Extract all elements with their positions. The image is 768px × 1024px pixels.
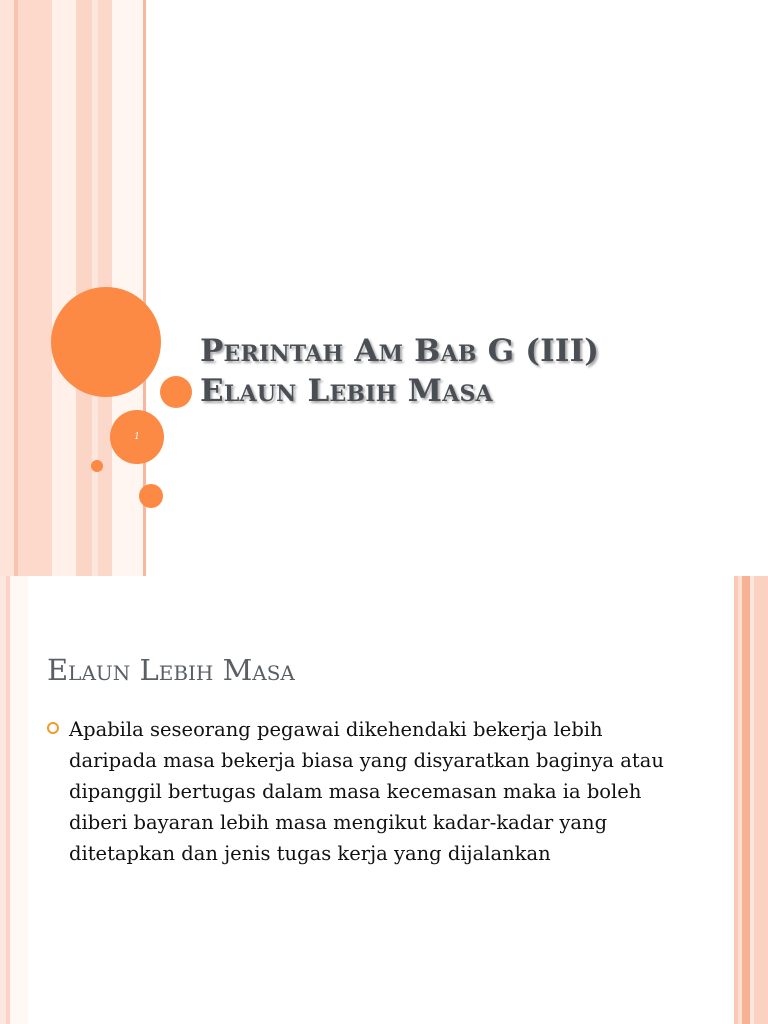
decorative-stripe	[76, 0, 92, 576]
decorative-stripe	[52, 0, 76, 576]
decorative-circle-small	[139, 484, 163, 508]
content-slide-title: Elaun Lebih Masa	[47, 653, 295, 687]
decorative-stripe	[0, 0, 14, 576]
decorative-stripe	[10, 576, 28, 1024]
decorative-stripe	[18, 0, 52, 576]
decorative-circle-medium	[160, 376, 192, 408]
slide-title	[200, 331, 740, 411]
slide-title-line2: Elaun Lebih Masa	[200, 373, 493, 409]
slide-number: 1	[134, 432, 140, 442]
bullet-list-item	[47, 714, 687, 869]
hollow-circle-bullet-icon	[47, 722, 59, 734]
decorative-stripe	[742, 576, 750, 1024]
slide-title-line1: Perintah Am Bab G (III)	[200, 333, 600, 369]
slide-number-circle	[110, 410, 164, 464]
bullet-text: Apabila seseorang pegawai dikehendaki bekerja lebih daripada masa bekerja biasa yang disyaratkan baginya atau dipanggil bertugas dalam masa kecemasan maka ia boleh diberi bayaran lebih masa mengikut kadar-kadar yang ditetapkan dan jenis tugas kerja yang dijalankan	[69, 718, 664, 865]
decorative-circle-large	[51, 287, 161, 397]
decorative-stripe	[754, 576, 768, 1024]
decorative-circle-dot	[91, 460, 103, 472]
